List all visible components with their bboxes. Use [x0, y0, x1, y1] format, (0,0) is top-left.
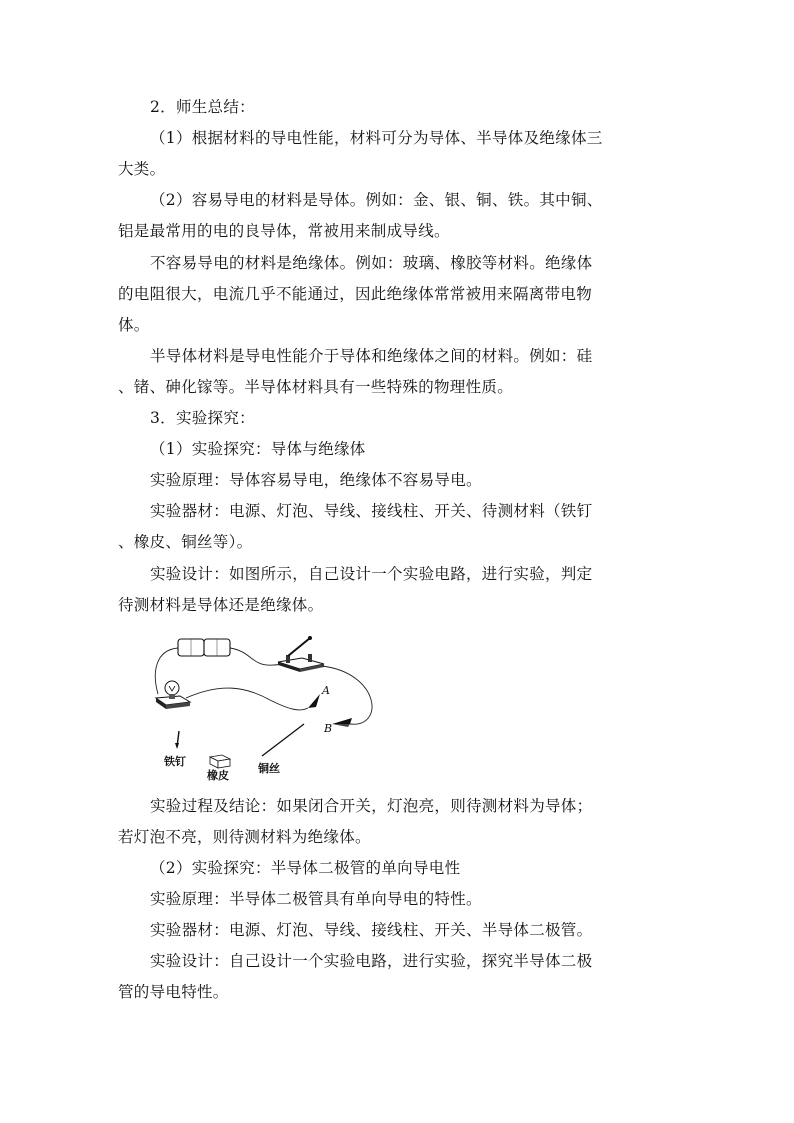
exp2-design-line1: 实验设计：自己设计一个实验电路，进行实验，探究半导体二极: [150, 952, 593, 970]
section-3-heading: 3．实验探究：: [150, 409, 255, 427]
circuit-wires: [155, 648, 372, 724]
insulator-line2: 的电阻很大，电流几乎不能通过，因此绝缘体常常被用来隔离带电物: [118, 285, 593, 303]
label-b: B: [324, 722, 333, 735]
exp1-principle: 实验原理：导体容易导电，绝缘体不容易导电。: [150, 471, 482, 489]
exp1-title: （1）实验探究：导体与绝缘体: [150, 440, 366, 458]
exp1-conclusion-line2: 若灯泡不亮，则待测材料为绝缘体。: [118, 828, 371, 846]
label-eraser: 橡皮: [207, 769, 229, 782]
clip-b-icon: [332, 718, 352, 727]
label-iron-nail: 铁钉: [164, 755, 186, 768]
semi-line2: 、锗、砷化镓等。半导体材料具有一些特殊的物理性质。: [118, 378, 514, 396]
iron-nail-icon: [175, 731, 179, 749]
s2-item2-line2: 铝是最常用的电的良导体，常被用来制成导线。: [118, 222, 450, 240]
section-2-heading: 2．师生总结：: [150, 98, 255, 116]
s2-item1-line2: 大类。: [118, 160, 166, 178]
exp2-equipment: 实验器材：电源、灯泡、导线、接线柱、开关、半导体二极管。: [150, 921, 593, 939]
exp1-equipment-line2: 、橡皮、铜丝等）。: [118, 533, 253, 551]
battery-icon: [178, 639, 230, 656]
circuit-figure: [150, 628, 390, 784]
semi-line1: 半导体材料是导电性能介于导体和绝缘体之间的材料。例如：硅: [150, 347, 593, 365]
eraser-icon: [210, 755, 230, 768]
s2-item1-line1: （1）根据材料的导电性能，材料可分为导体、半导体及绝缘体三: [150, 129, 603, 147]
exp1-equipment-line1: 实验器材：电源、灯泡、导线、接线柱、开关、待测材料（铁钉: [150, 502, 593, 520]
s2-item2-line1: （2）容易导电的材料是导体。例如：金、银、铜、铁。其中铜、: [150, 191, 603, 209]
insulator-line1: 不容易导电的材料是绝缘体。例如：玻璃、橡胶等材料。绝缘体: [150, 254, 593, 272]
label-copper-wire: 铜丝: [258, 762, 280, 775]
exp1-design-line1: 实验设计：如图所示，自己设计一个实验电路，进行实验，判定: [150, 565, 593, 583]
lamp-icon: [156, 681, 190, 709]
label-a: A: [322, 684, 330, 697]
exp1-conclusion-line1: 实验过程及结论：如果闭合开关，灯泡亮，则待测材料为导体；: [150, 797, 593, 815]
exp2-principle: 实验原理：半导体二极管具有单向导电的特性。: [150, 890, 482, 908]
switch-icon: [278, 636, 324, 672]
insulator-line3: 体。: [118, 316, 150, 334]
exp1-design-line2: 待测材料是导体还是绝缘体。: [118, 596, 324, 614]
clip-a-icon: [308, 694, 320, 708]
copper-wire-icon: [262, 724, 304, 756]
exp2-design-line2: 管的导电特性。: [118, 983, 229, 1001]
exp2-title: （2）实验探究：半导体二极管的单向导电性: [150, 859, 461, 877]
